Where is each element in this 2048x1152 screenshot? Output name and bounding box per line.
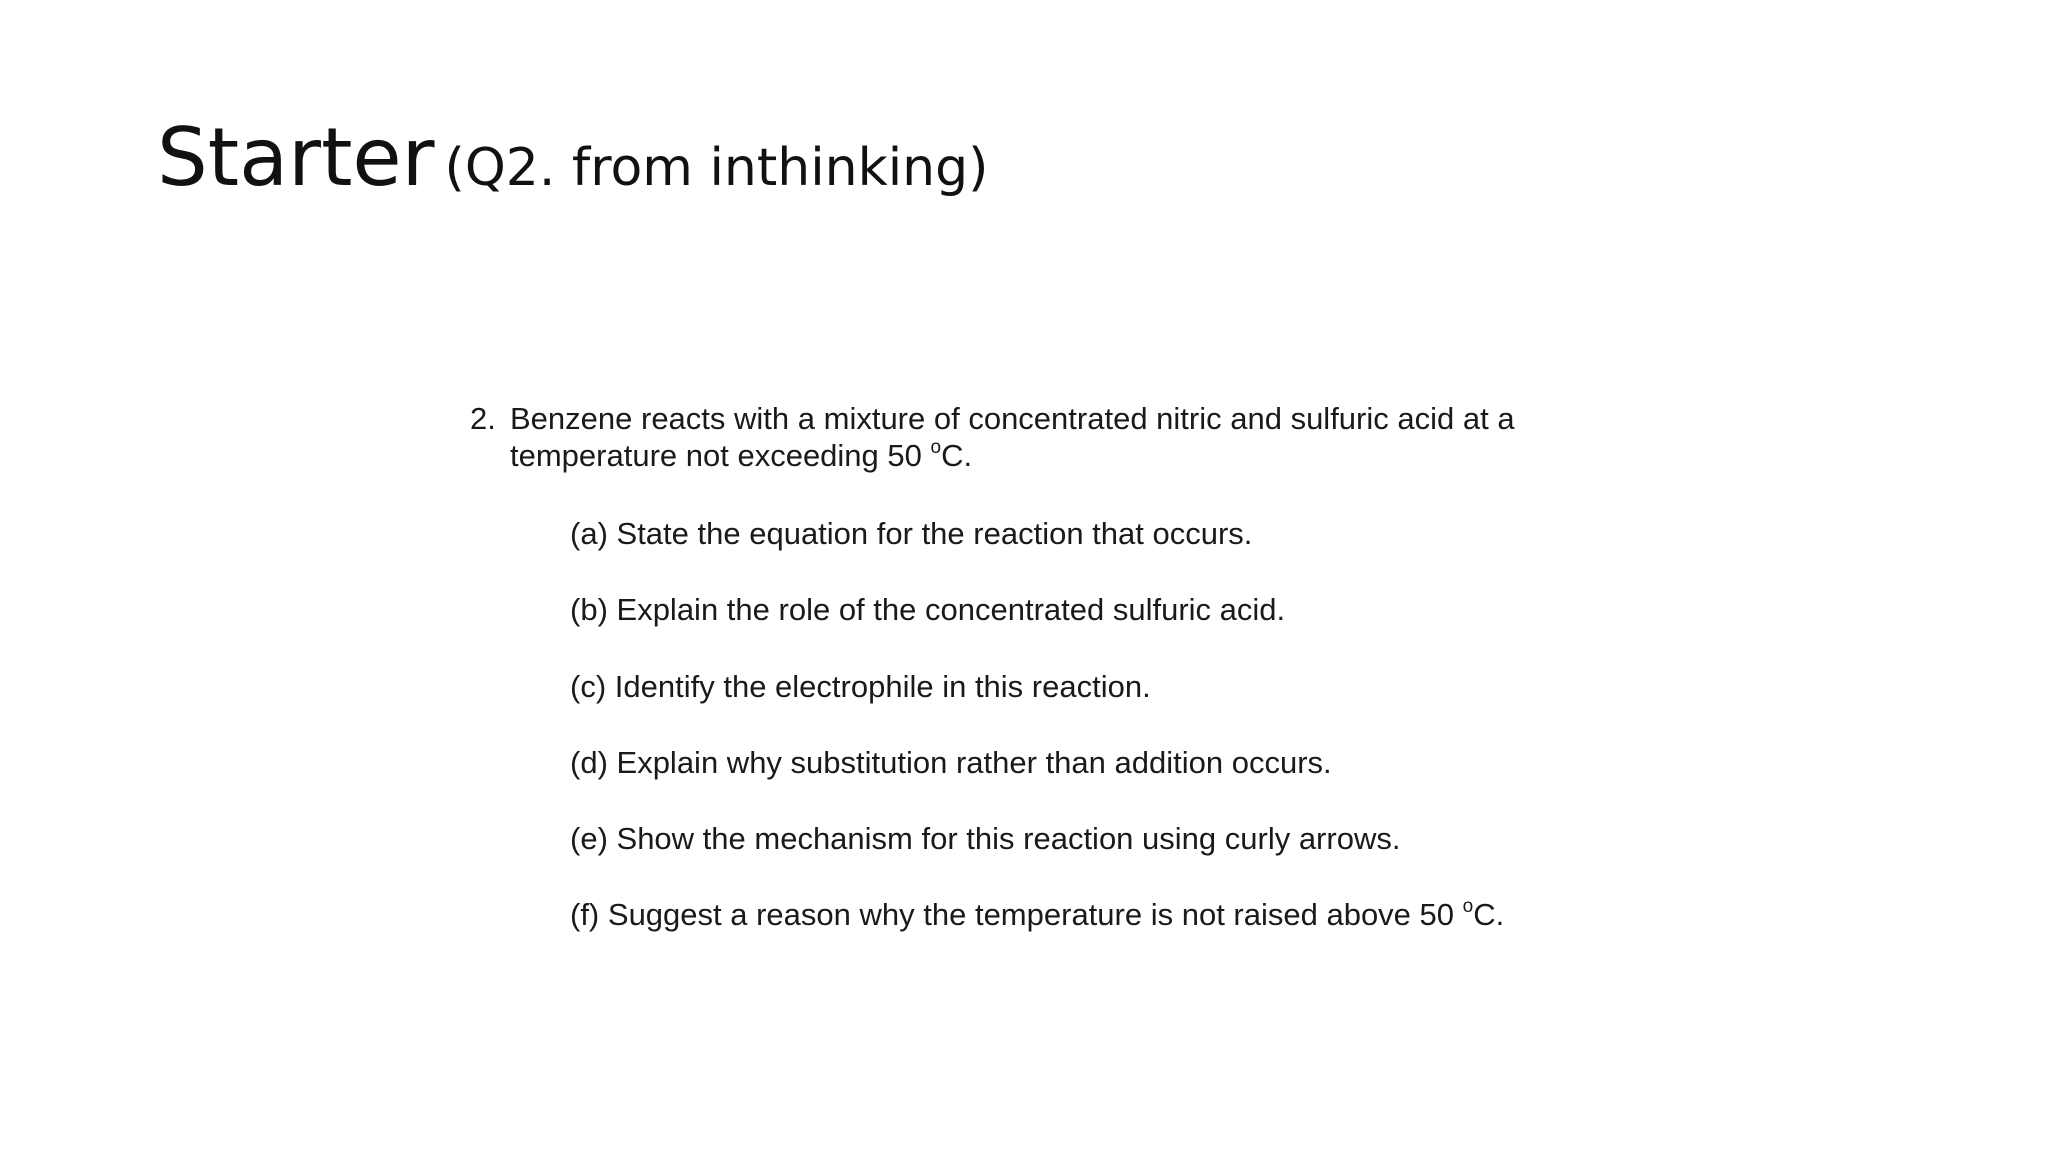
stem-line-2-text: temperature not exceeding 50: [510, 438, 931, 473]
question-part-d: [570, 744, 1670, 820]
part-text: Identify the electrophile in this reaction.: [614, 668, 1151, 704]
part-text: Show the mechanism for this reaction using curly arrows.: [616, 821, 1401, 857]
part-unit: C.: [1473, 897, 1505, 933]
question-block: [470, 400, 1670, 933]
part-label: (a): [570, 516, 608, 551]
part-text: Suggest a reason why the temperature is not raised above 50: [607, 897, 1463, 933]
part-label: (b): [570, 592, 608, 628]
question-parts: [570, 515, 1670, 973]
question-part-a: [570, 515, 1670, 591]
stem-line-2-unit: C.: [941, 438, 973, 473]
part-text: Explain the role of the concentrated sulfuric acid.: [616, 592, 1286, 628]
title-main: Starter: [157, 111, 435, 204]
stem-line-1: Benzene reacts with a mixture of concentrated nitric and sulfuric acid at a: [510, 401, 1515, 436]
question-stem: [470, 400, 1670, 474]
part-label: (c): [570, 668, 607, 704]
stem-line-2: [510, 437, 1670, 474]
part-label: (e): [570, 821, 608, 857]
question-part-e: [570, 820, 1670, 896]
slide-title: [157, 111, 989, 204]
part-label: (d): [570, 744, 608, 780]
question-part-f: [570, 896, 1670, 972]
part-text: Explain why substitution rather than addition occurs.: [616, 744, 1332, 780]
part-label: (f): [570, 897, 600, 933]
question-number: 2.: [470, 401, 496, 436]
question-part-c: [570, 668, 1670, 744]
part-text: State the equation for the reaction that occurs.: [616, 516, 1253, 551]
degree-symbol: o: [930, 437, 942, 458]
question-part-b: [570, 591, 1670, 667]
degree-symbol: o: [1462, 896, 1474, 918]
title-subtitle: (Q2. from inthinking): [444, 138, 989, 198]
